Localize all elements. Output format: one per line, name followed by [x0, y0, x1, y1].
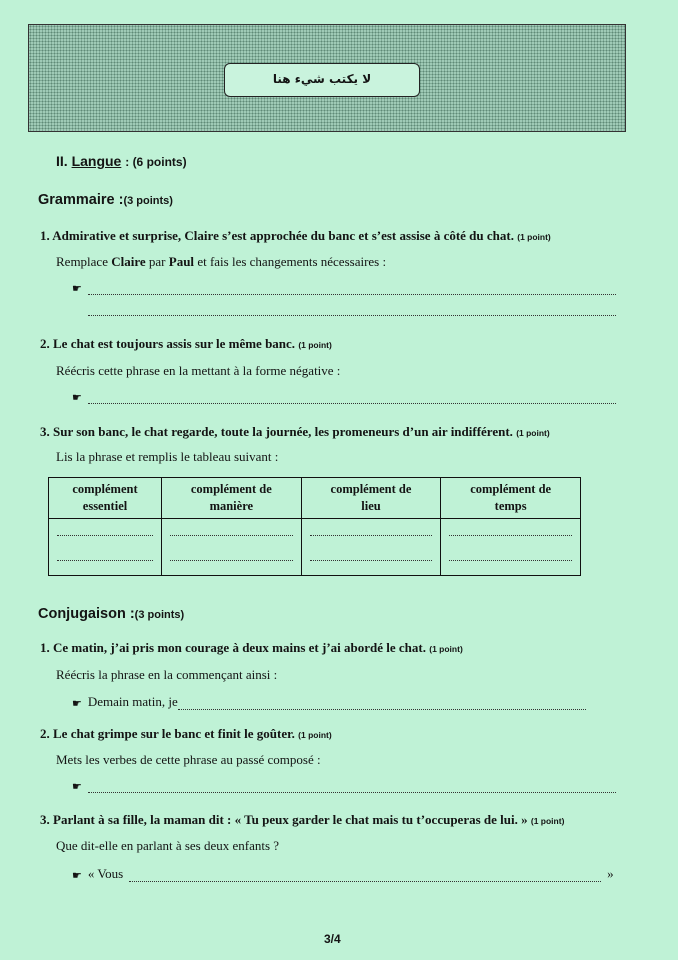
do-not-write-banner [28, 24, 626, 132]
page-number: 3/4 [324, 932, 341, 946]
grammaire-q2-instruction: Réécris cette phrase en la mettant à la forme négative : [56, 363, 341, 378]
grammaire-question-3: 3. Sur son banc, le chat regarde, toute la journée, les promeneurs d’un air indifférent. (1 point) [40, 424, 550, 439]
column-header-complement-essentiel: complément essentiel [49, 478, 162, 519]
answer-cell-temps[interactable] [441, 519, 581, 576]
complements-table [48, 477, 581, 576]
conjugaison-q3-answer-line[interactable]: ☛ « Vous » [72, 866, 614, 882]
do-not-write-notice: لا يكتب شيء هنا [224, 63, 420, 97]
section-conjugaison-title: Conjugaison :(3 points) [38, 606, 185, 622]
column-header-complement-maniere: complément de manière [162, 478, 302, 519]
pointing-hand-icon: ☛ [72, 781, 82, 793]
section-grammaire-title: Grammaire :(3 points) [38, 192, 173, 208]
conjugaison-question-1: 1. Ce matin, j’ai pris mon courage à deux mains et j’ai abordé le chat. (1 point) [40, 640, 463, 655]
conjugaison-q2-answer-line[interactable] [72, 780, 616, 793]
grammaire-q1-answer-line-1[interactable] [72, 282, 616, 295]
conjugaison-q2-instruction: Mets les verbes de cette phrase au passé composé : [56, 752, 321, 767]
conjugaison-q1-instruction: Réécris la phrase en la commençant ainsi : [56, 667, 278, 682]
grammaire-q3-instruction: Lis la phrase et remplis le tableau suivant : [56, 449, 279, 464]
grammaire-question-2: 2. Le chat est toujours assis sur le même banc. (1 point) [40, 336, 332, 351]
answer-cell-lieu[interactable] [301, 519, 441, 576]
pointing-hand-icon: ☛ [72, 698, 82, 710]
conjugaison-q3-instruction: Que dit-elle en parlant à ses deux enfants ? [56, 838, 280, 853]
grammaire-q1-instruction: Remplace Claire par Paul et fais les changements nécessaires : [56, 254, 387, 269]
grammaire-q2-answer-line[interactable] [72, 391, 616, 404]
conjugaison-q1-answer-line[interactable]: ☛ Demain matin, je [72, 694, 586, 710]
answer-cell-essentiel[interactable] [49, 519, 162, 576]
section-langue-title: II. Langue : (6 points) [56, 153, 187, 169]
conjugaison-question-2: 2. Le chat grimpe sur le banc et finit le goûter. (1 point) [40, 726, 332, 741]
pointing-hand-icon: ☛ [72, 870, 82, 882]
pointing-hand-icon: ☛ [72, 283, 82, 295]
column-header-complement-lieu: complément de lieu [301, 478, 441, 519]
grammaire-q1-answer-line-2[interactable] [88, 305, 616, 316]
column-header-complement-temps: complément de temps [441, 478, 581, 519]
answer-cell-maniere[interactable] [162, 519, 302, 576]
pointing-hand-icon: ☛ [72, 392, 82, 404]
conjugaison-question-3: 3. Parlant à sa fille, la maman dit : « Tu peux garder le chat mais tu t’occuperas de lui. » (1 point) [40, 812, 565, 827]
grammaire-question-1: 1. Admirative et surprise, Claire s’est approchée du banc et s’est assise à côté du chat. (1 point) [40, 228, 551, 243]
